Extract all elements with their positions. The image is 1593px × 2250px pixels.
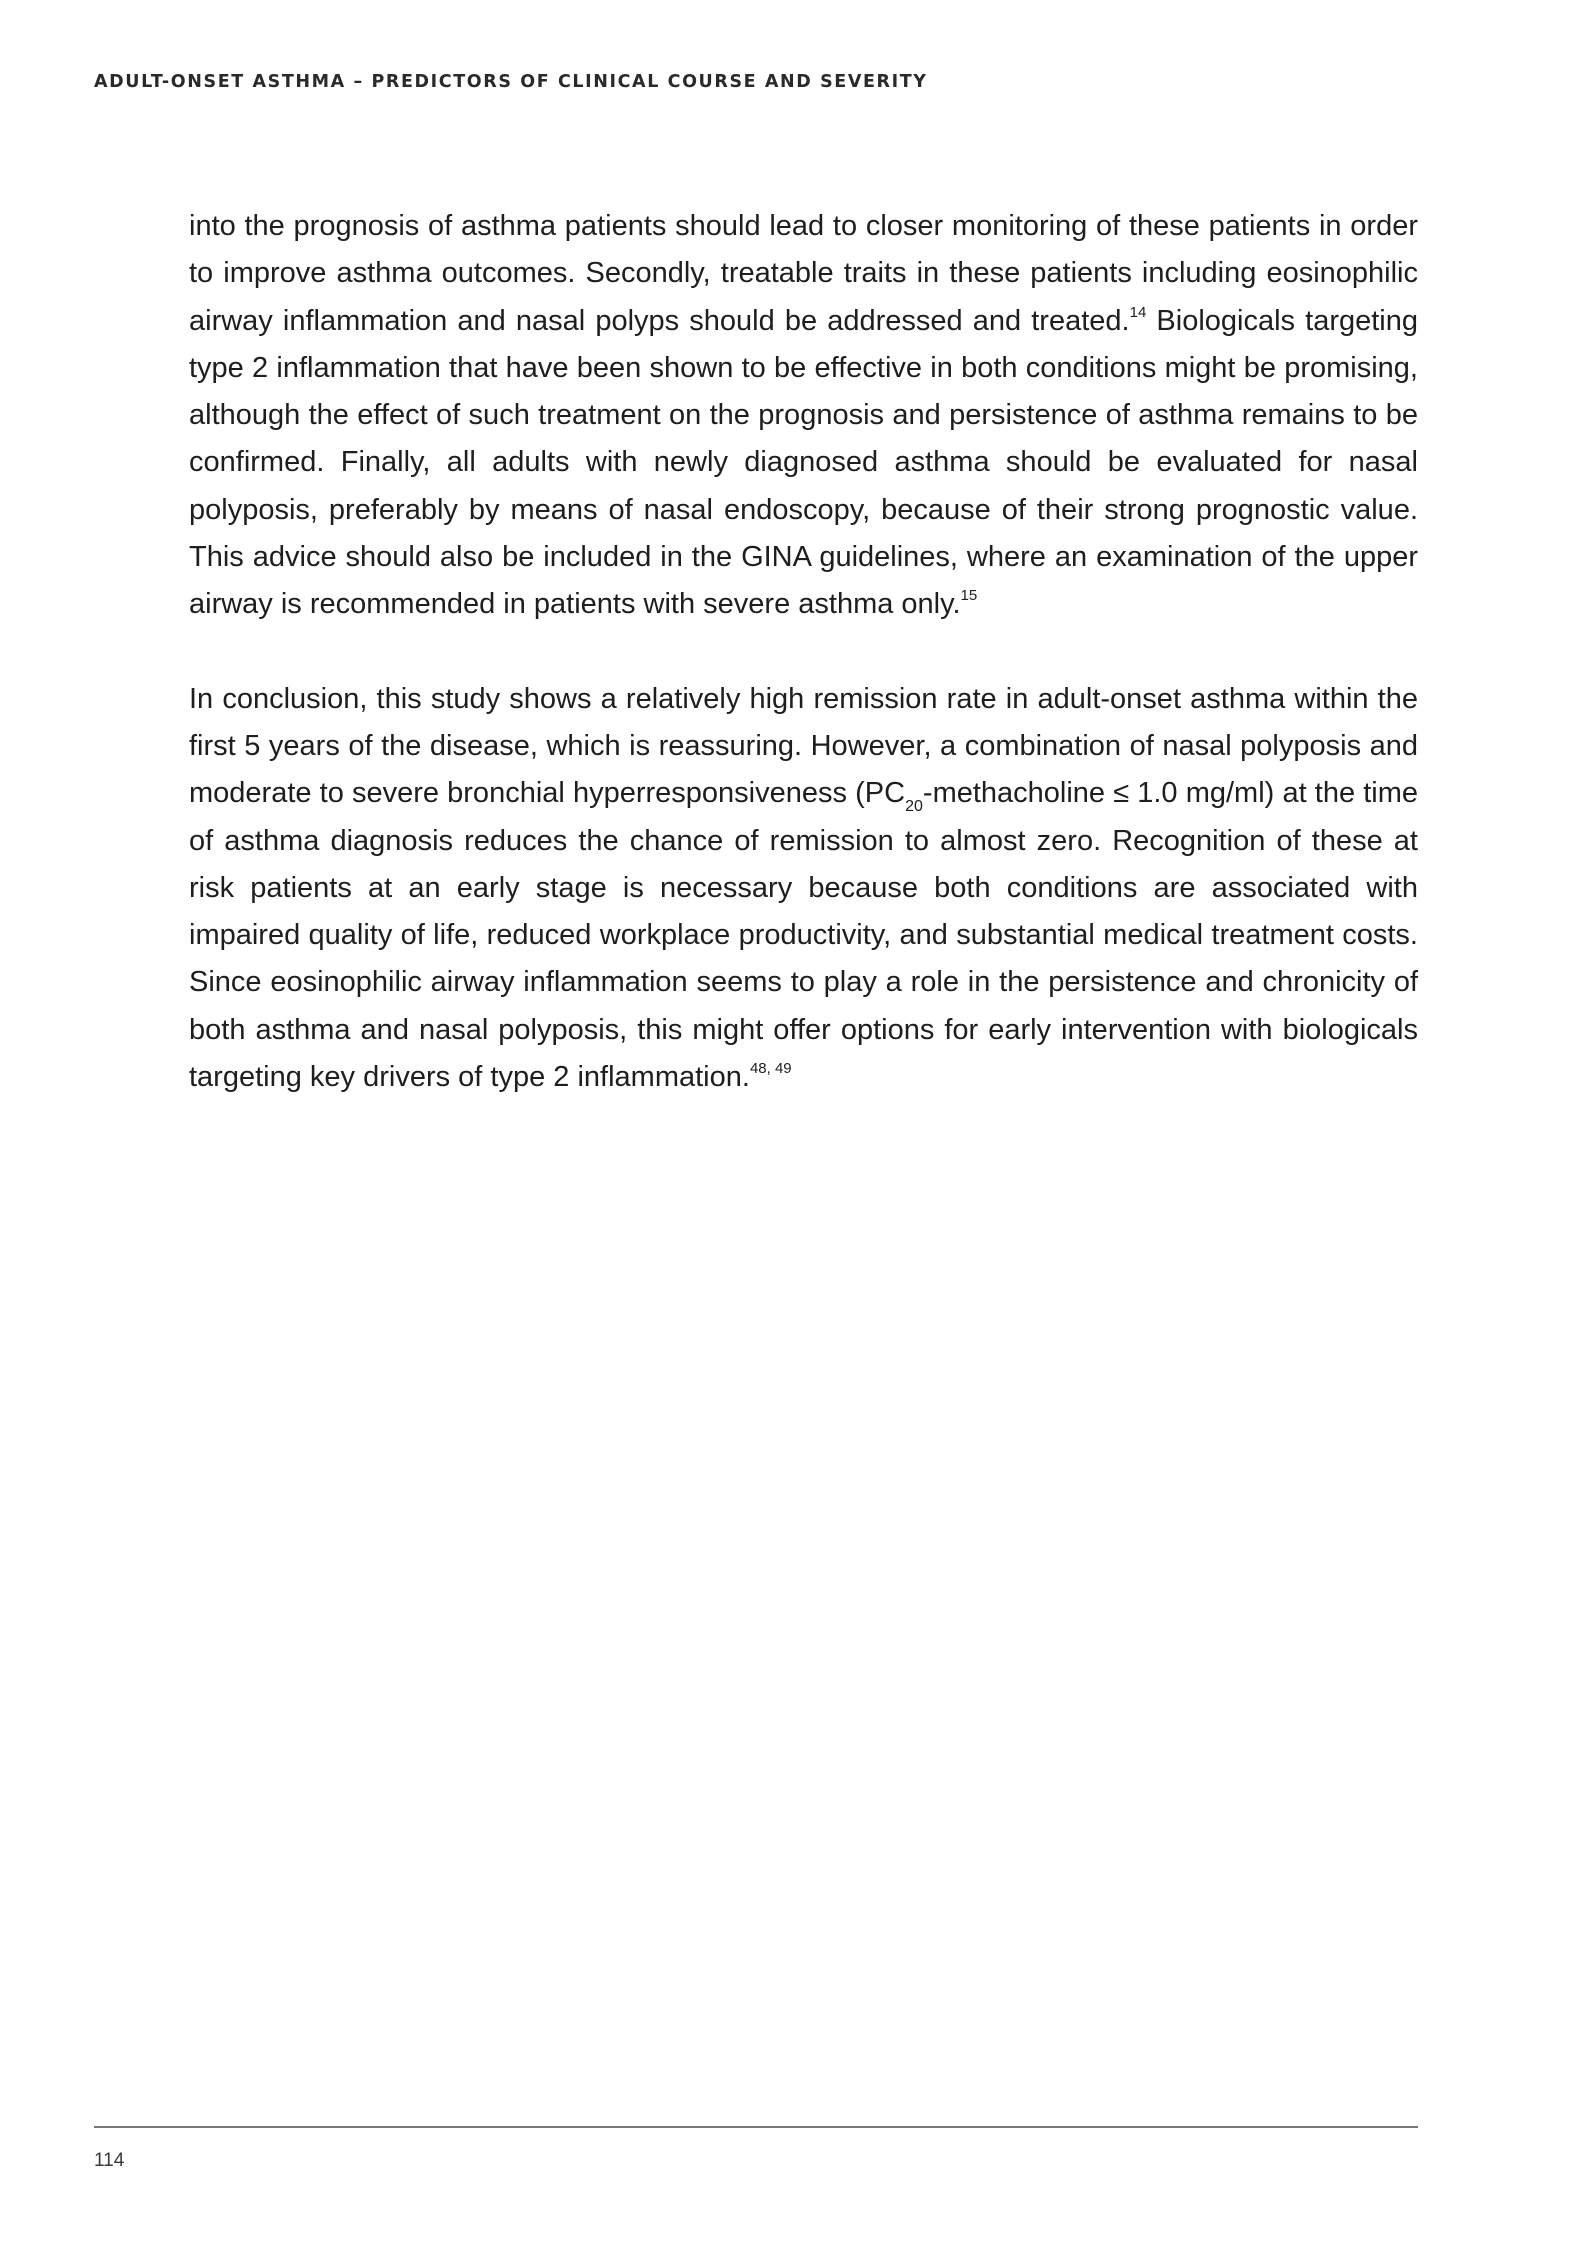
- reference-superscript: 14: [1129, 303, 1147, 321]
- subscript: 20: [905, 798, 923, 816]
- paragraph-text: In conclusion, this study shows a relatively high remission rate in adult-onset asthma within the first 5 years of the disease, which is reassuring. However, a combination of nasal polyposis and moderate to severe bronchial hyperresponsiveness (PC: [189, 682, 1418, 810]
- paragraph-text: -methacholine ≤ 1.0 mg/ml) at the time of asthma diagnosis reduces the chance of remission to almost zero. Recognition of these at risk patients at an early stage is necessary because both conditions are associated with impaired quality of life, reduced workplace productivity, and substantial medical treatment costs. Since eosinophilic airway inflammation seems to play a role in the persistence and chronicity of both asthma and nasal polyposis, this might offer options for early intervention with biologicals targeting key drivers of type 2 inflammation.: [189, 777, 1418, 1094]
- reference-superscript: 15: [960, 587, 978, 605]
- paragraph-text: Biologicals targeting type 2 inflammation that have been shown to be effective in both conditions might be promising, although the effect of such treatment on the prognosis and persistence of asthma remains to be confirmed. Finally, all adults with newly diagnosed asthma should be evaluated for nasal polyposis, preferably by means of nasal endoscopy, because of their strong prognostic value. This advice should also be included in the GINA guidelines, where an examination of the upper airway is recommended in patients with severe asthma only.: [189, 304, 1419, 621]
- footer-divider: [94, 2126, 1418, 2128]
- paragraph-conclusion: [189, 676, 1418, 1102]
- paragraph-prognosis: [189, 203, 1418, 629]
- paragraph-text: into the prognosis of asthma patients should lead to closer monitoring of these patients in order to improve asthma outcomes. Secondly, treatable traits in these patients including eosinophilic airway inflammation and nasal polyps should be addressed and treated.: [189, 210, 1418, 337]
- body-text: [189, 203, 1418, 1101]
- page-number: 114: [94, 2150, 125, 2171]
- running-header: ADULT-ONSET ASTHMA – PREDICTORS OF CLINICAL COURSE AND SEVERITY: [94, 72, 928, 92]
- reference-superscript: 48, 49: [749, 1060, 792, 1078]
